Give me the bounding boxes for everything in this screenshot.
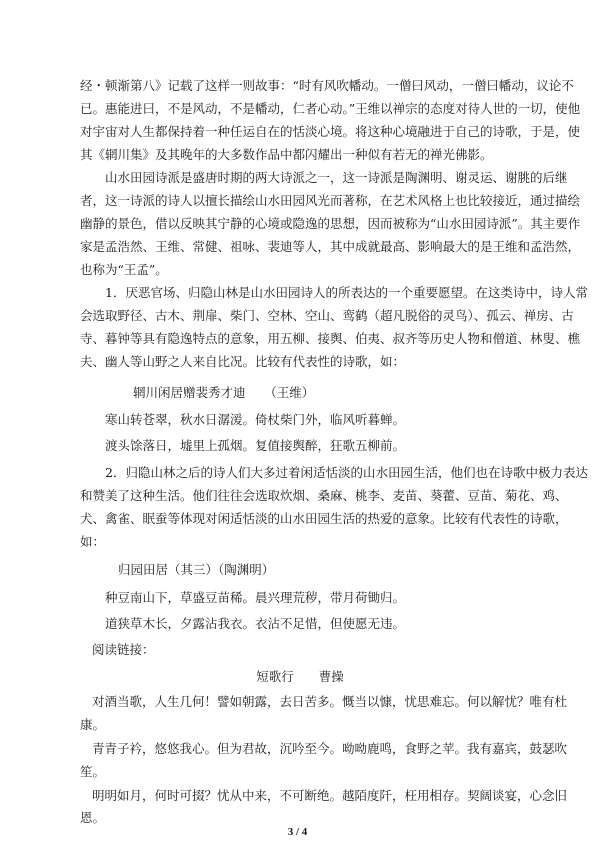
text-line: 寺、暮钟等具有隐逸特点的意象，用五柳、接舆、伯夷、叔齐等历史人物和僧道、林叟、樵: [80, 331, 581, 346]
poem-line: 寒山转苍翠，秋水日潺湲。倚杖柴门外，临风听暮蝉。: [105, 412, 406, 427]
text-line: 经・顿渐第八》记载了这样一则故事：“时有风吹幡动。一僧曰风动，一僧曰幡动，议论不: [80, 78, 574, 93]
paragraph-first-line: 1．厌恶官场、归隐山林是山水田园诗人的所表达的一个重要愿望。在这类诗中，诗人常: [105, 285, 588, 300]
text-line: 犬、禽雀、眠蚕等体现对闲适恬淡的山水田园生活的热爱的意象。比较有代表性的诗歌，: [80, 511, 568, 526]
poem-line: 青青子衿，悠悠我心。但为君故，沉吟至今。呦呦鹿鸣，食野之苹。我有嘉宾，鼓瑟吹: [92, 741, 568, 756]
text-line: 如：: [80, 534, 106, 549]
poem-title: 短歌行 曹操: [256, 669, 344, 684]
poem-line: 康。: [80, 717, 106, 732]
poem-title: 辋川闲居赠裴秀才迪 （王维）: [133, 385, 315, 400]
page-number: 3 / 4: [287, 826, 308, 838]
text-line: 对宇宙对人生都保持着一种任运自在的恬淡心境。将这种心境融进于自己的诗歌，于是，使: [80, 124, 581, 139]
reading-link-label: 阅读链接：: [92, 642, 155, 657]
poem-line: 明明如月，何时可掇？忧从中来，不可断绝。越陌度阡，枉用相存。契阔谈宴，心念旧: [92, 788, 568, 803]
text-line: 已。惠能进曰，不是风动，不是幡动，仁者心动。”王维以禅宗的态度对待人世的一切，使他: [80, 101, 581, 116]
paragraph-first-line: 山水田园诗派是盛唐时期的两大诗派之一，这一诗派是陶渊明、谢灵运、谢朓的后继: [105, 170, 568, 185]
paragraph-first-line: 2．归隐山林之后的诗人们大多过着闲适恬淡的山水田园生活，他们也在诗歌中极力表达: [105, 465, 588, 480]
poem-line: 道狭草木长，夕露沾我衣。衣沾不足惜，但使愿无违。: [105, 616, 406, 631]
text-line: 幽静的景色，借以反映其宁静的心境或隐逸的思想，因而被称为“山水田园诗派”。其主要作: [80, 216, 581, 231]
text-line: 家是孟浩然、王维、常健、祖咏、裴迪等人，其中成就最高、影响最大的是王维和孟浩然，: [80, 239, 581, 254]
text-line: 夫、幽人等山野之人来自比况。比较有代表性的诗歌，如：: [80, 354, 406, 369]
text-line: 者，这一诗派的诗人以擅长描绘山水田园风光而著称，在艺术风格上也比较接近，通过描绘: [80, 193, 581, 208]
poem-line: 恩。: [80, 810, 106, 825]
text-line: 也称为“王孟”。: [80, 262, 168, 277]
poem-line: 渡头馀落日，墟里上孤烟。复值接舆醉，狂歌五柳前。: [105, 438, 406, 453]
poem-line: 笙。: [80, 764, 106, 779]
poem-line: 对酒当歌，人生几何！譬如朝露，去日苦多。慨当以慷，忧思难忘。何以解忧？唯有杜: [92, 694, 568, 709]
text-line: 和赞美了这种生活。他们往往会选取炊烟、桑麻、桃李、麦苗、葵藿、豆苗、菊花、鸡、: [80, 488, 568, 503]
poem-title: 归园田居（其三）（陶渊明）: [118, 562, 275, 577]
text-line: 会选取野径、古木、荆扉、柴门、空林、空山、鸾鹤（超凡脱俗的灵鸟）、孤云、禅房、古: [80, 308, 574, 323]
poem-line: 种豆南山下，草盛豆苗稀。晨兴理荒秽，带月荷锄归。: [105, 590, 406, 605]
text-line: 其《辋川集》及其晚年的大多数作品中都闪耀出一种似有若无的禅光佛影。: [80, 147, 493, 162]
